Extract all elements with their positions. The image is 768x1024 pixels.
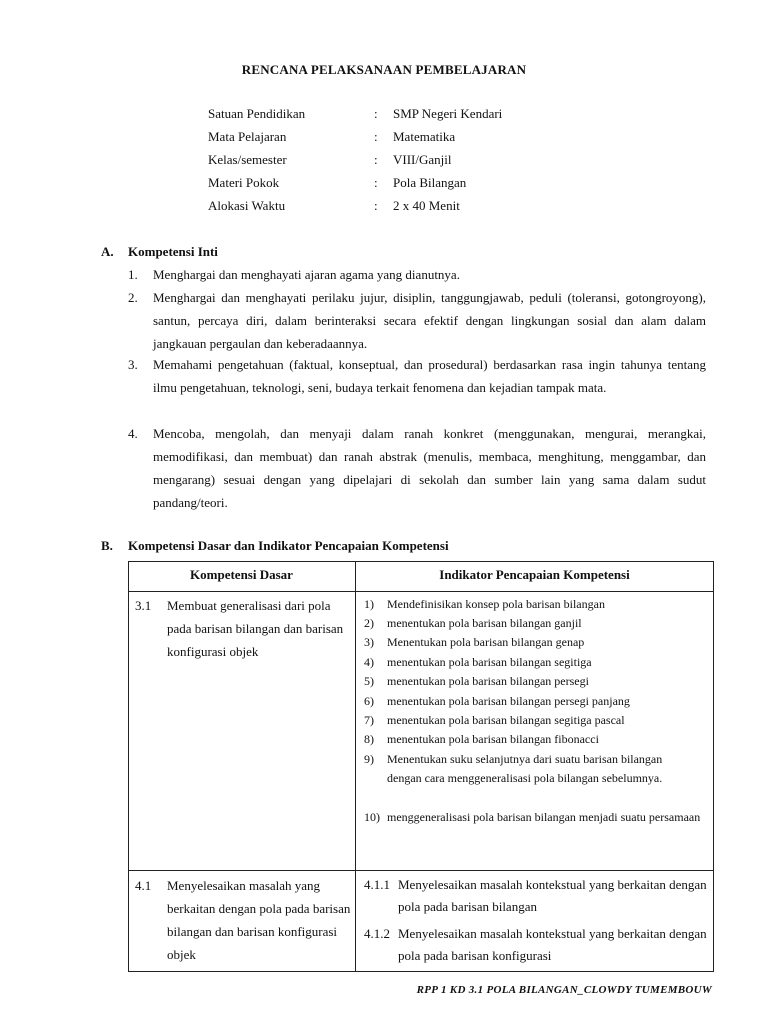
table-border bbox=[128, 591, 714, 592]
indicator-text: menentukan pola barisan bilangan fibonacci bbox=[387, 732, 599, 746]
indicator-number: 1) bbox=[364, 597, 374, 611]
section-title: Kompetensi Dasar dan Indikator Pencapaian Kompetensi bbox=[128, 538, 449, 553]
section-a-heading bbox=[101, 244, 401, 262]
list-item-text: Mencoba, mengolah, dan menyaji dalam ranah konkret (menggunakan, mengurai, merangkai, memodifikasi, dan membuat) dan ranah abstrak (menulis, membaca, menghitung, menggambar, dan mengarang) sesuai dengan yang dipelajari di sekolah dan sumber lain yang sama dalam sudut pandang/teori. bbox=[153, 426, 706, 510]
indicator-text: menentukan pola barisan bilangan segitiga pascal bbox=[387, 713, 625, 727]
page-footer: RPP 1 KD 3.1 POLA BILANGAN_CLOWDY TUMEMBOUW bbox=[416, 984, 712, 996]
list-item-text: Memahami pengetahuan (faktual, konseptual, dan prosedural) berdasarkan rasa ingin tahunya tentang ilmu pengetahuan, teknologi, seni, budaya terkait fenomena dan kejadian tampak mata. bbox=[153, 357, 706, 395]
identity-value: Pola Bilangan bbox=[393, 175, 467, 190]
section-title: Kompetensi Inti bbox=[128, 244, 218, 259]
indicator-number: 4.1.2 bbox=[364, 926, 390, 941]
indicator-number: 10) bbox=[364, 810, 380, 824]
list-item-text: Menghargai dan menghayati ajaran agama yang dianutnya. bbox=[153, 267, 460, 282]
indicator-number: 4) bbox=[364, 655, 374, 669]
indicator-text: menentukan pola barisan bilangan persegi panjang bbox=[387, 694, 630, 708]
indicator-number: 9) bbox=[364, 752, 374, 766]
indicator-number: 2) bbox=[364, 616, 374, 630]
indicator-number: 8) bbox=[364, 732, 374, 746]
identity-label: Materi Pokok bbox=[208, 175, 280, 190]
kd-text: Menyelesaikan masalah yang berkaitan dengan pola pada barisan bilangan dan barisan konfigurasi objek bbox=[167, 878, 351, 962]
column-header-kd: Kompetensi Dasar bbox=[190, 567, 293, 582]
kd-text: Membuat generalisasi dari pola pada barisan bilangan dan barisan konfigurasi objek bbox=[167, 598, 344, 659]
identity-value: VIII/Ganjil bbox=[393, 152, 452, 167]
kd-number: 3.1 bbox=[135, 598, 152, 613]
indicator-text: menentukan pola barisan bilangan persegi bbox=[387, 674, 589, 688]
list-item-number: 2. bbox=[128, 290, 138, 305]
list-item-number: 3. bbox=[128, 357, 138, 372]
column-header-ipk: Indikator Pencapaian Kompetensi bbox=[439, 567, 630, 582]
list-item bbox=[128, 263, 706, 286]
indicator-text: Menentukan suku selanjutnya dari suatu barisan bilangan dengan cara menggeneralisasi pola bilangan sebelumnya. bbox=[387, 752, 663, 786]
table-border bbox=[128, 561, 714, 562]
indicator-number: 5) bbox=[364, 674, 374, 688]
list-item bbox=[128, 286, 706, 355]
indicator-text: Mendefinisikan konsep pola barisan bilangan bbox=[387, 597, 605, 611]
identity-value: Matematika bbox=[393, 129, 456, 144]
indicator-text: menggeneralisasi pola barisan bilangan menjadi suatu persamaan bbox=[387, 810, 701, 824]
indicator-number: 7) bbox=[364, 713, 374, 727]
list-item-number: 1. bbox=[128, 267, 138, 282]
indicator-text: menentukan pola barisan bilangan segitiga bbox=[387, 655, 592, 669]
list-item-text: Menghargai dan menghayati perilaku jujur, disiplin, tanggungjawab, peduli (toleransi, gotongroyong), santun, percaya diri, dalam berinteraksi secara efektif dengan lingkungan sosial dan alam dalam jangkauan pergaulan dan keberadaannya. bbox=[153, 290, 706, 351]
identity-colon: : bbox=[374, 129, 378, 144]
section-letter: B. bbox=[101, 538, 113, 553]
identity-colon: : bbox=[374, 198, 378, 213]
identity-colon: : bbox=[374, 175, 378, 190]
kd-number: 4.1 bbox=[135, 878, 152, 893]
section-b-heading bbox=[101, 538, 601, 556]
document-title: RENCANA PELAKSANAAN PEMBELAJARAN bbox=[241, 62, 527, 77]
identity-colon: : bbox=[374, 106, 378, 121]
identity-value: 2 x 40 Menit bbox=[393, 198, 460, 213]
indicator-text: menentukan pola barisan bilangan ganjil bbox=[387, 616, 582, 630]
identity-label: Mata Pelajaran bbox=[208, 129, 287, 144]
indicator-number: 4.1.1 bbox=[364, 877, 390, 892]
table-border bbox=[128, 561, 129, 972]
identity-colon: : bbox=[374, 152, 378, 167]
indicator-number: 3) bbox=[364, 635, 374, 649]
indicator-number: 6) bbox=[364, 694, 374, 708]
indicator-text: Menentukan pola barisan bilangan genap bbox=[387, 635, 585, 649]
identity-label: Satuan Pendidikan bbox=[208, 106, 306, 121]
list-item-number: 4. bbox=[128, 426, 138, 441]
list-item bbox=[128, 353, 706, 399]
table-border bbox=[128, 870, 714, 871]
list-item bbox=[128, 422, 706, 514]
identity-label: Alokasi Waktu bbox=[208, 198, 286, 213]
table-border bbox=[128, 971, 714, 972]
identity-label: Kelas/semester bbox=[208, 152, 287, 167]
section-letter: A. bbox=[101, 244, 114, 259]
identity-value: SMP Negeri Kendari bbox=[393, 106, 503, 121]
indicator-text: Menyelesaikan masalah kontekstual yang berkaitan dengan pola pada barisan bilangan bbox=[398, 877, 707, 914]
indicator-text: Menyelesaikan masalah kontekstual yang berkaitan dengan pola pada barisan konfigurasi bbox=[398, 926, 707, 963]
